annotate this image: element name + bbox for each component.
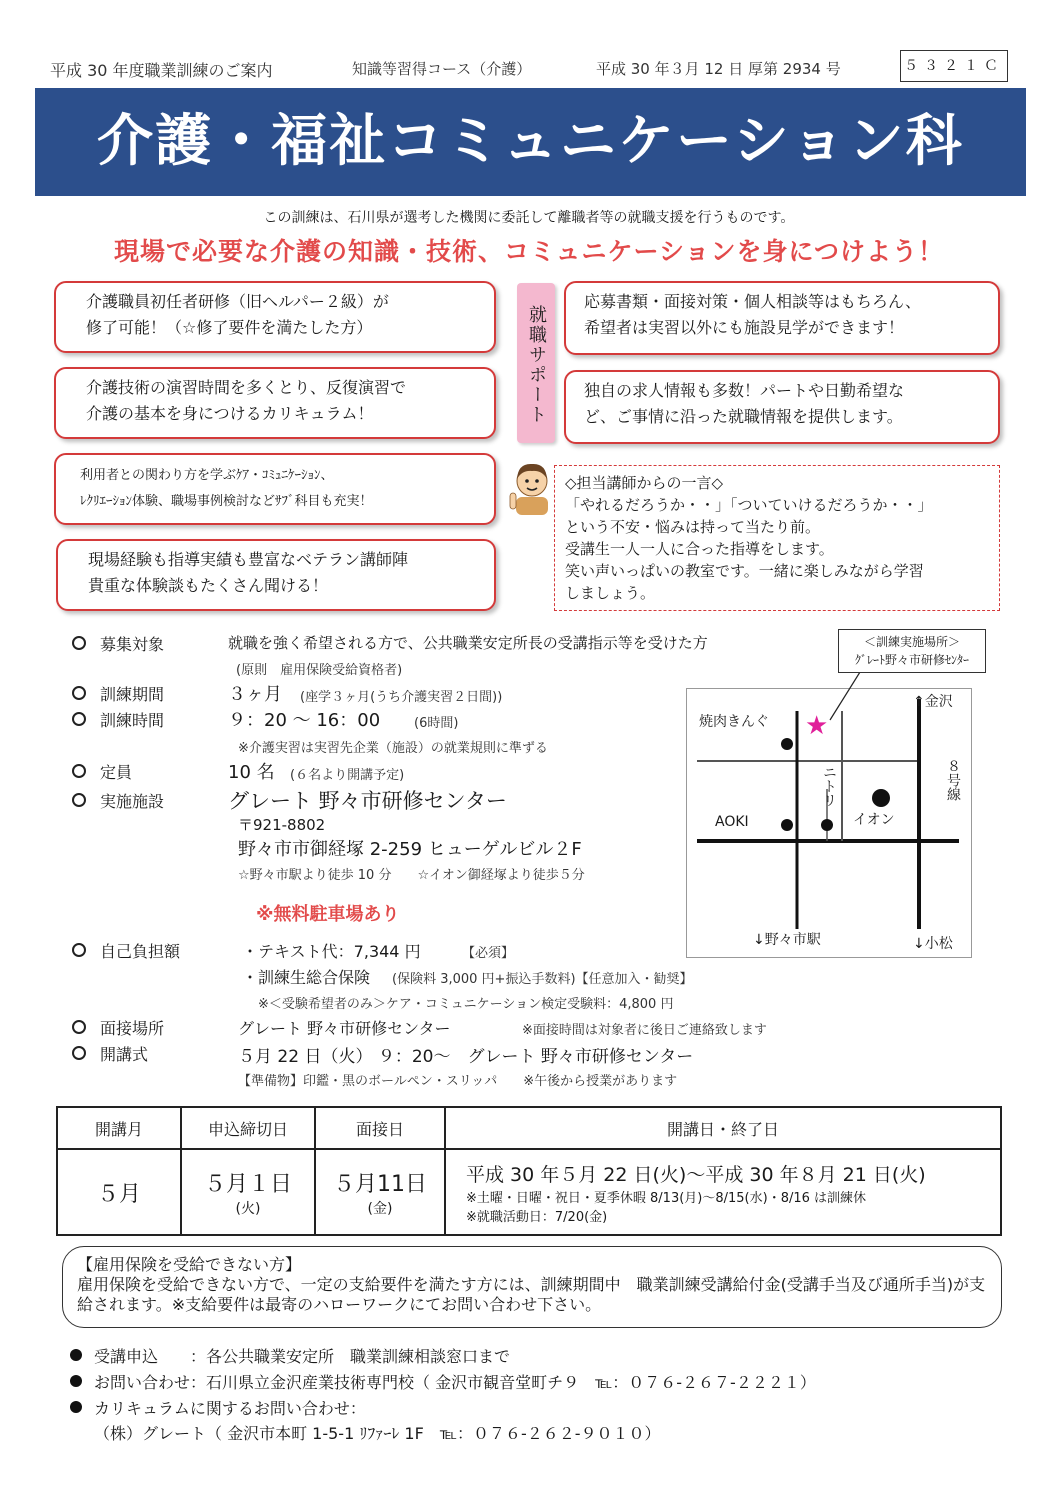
cost-text-note: 【必須】: [462, 946, 515, 961]
map-marker-aeon: [872, 789, 890, 807]
cost-insurance-note: (保険料 3,000 円+振込手数料)【任意加入・勧奨】: [392, 972, 693, 987]
point-box-2: [54, 367, 496, 439]
point-4-line2: 貴重な体験談もたくさん聞ける！: [88, 576, 329, 595]
support-1-line2: 希望者は実習以外にも施設見学ができます！: [584, 318, 905, 337]
instructor-line: しましょう。: [565, 584, 656, 602]
job-support-label: 就職サポート: [526, 305, 547, 425]
schedule-interview-cell: [315, 1149, 445, 1235]
target-value: 就職を強く希望される方で、公共職業安定所長の受講指示等を受けた方: [228, 634, 708, 652]
point-2-line2: 介護の基本を身につけるカリキュラム！: [86, 404, 374, 423]
instructor-line: という不安・悩みは持って当たり前。: [565, 518, 821, 536]
schedule-job-day: ※就職活動日：7/20(金): [466, 1209, 608, 1225]
location-callout-title: ＜訓練実施場所＞: [863, 635, 960, 649]
map-label-route8: ８号線: [945, 759, 961, 801]
hours-note: (6時間): [414, 716, 459, 731]
ceremony-value: ５月 22 日（火） ９：20～ グレート 野々市研修センター: [238, 1047, 694, 1067]
point-3-line2: ﾚｸﾘｴｰｼｮﾝ体験、職場事例検討などｻﾌﾞ科目も充実！: [80, 494, 373, 509]
instructor-avatar-icon: [508, 457, 556, 515]
map-label-station: ↓野々市駅: [753, 932, 821, 948]
table-header: 開講日・終了日: [445, 1107, 1001, 1149]
star-location-icon: ★: [805, 711, 829, 741]
circle-bullet-icon: [72, 764, 86, 778]
point-1-line1: 介護職員初任者研修（旧ヘルパー２級）が: [86, 292, 389, 311]
circle-bullet-icon: [72, 712, 86, 726]
cost-insurance: ・訓練生総合保険: [242, 968, 371, 987]
table-header: 開講月: [57, 1107, 181, 1149]
bullet-dot-icon: [70, 1401, 82, 1413]
header-course: 知識等習得コース（介護）: [352, 60, 532, 78]
facility-zip: 〒921-8802: [238, 816, 326, 834]
instructor-line: 笑い声いっぱいの教室です。一緒に楽しみながら学習: [565, 562, 924, 580]
facility-value: グレート 野々市研修センター: [228, 789, 507, 813]
circle-bullet-icon: [72, 686, 86, 700]
support-2-line1: 独自の求人情報も多数！パートや日勤希望な: [584, 381, 905, 400]
period-label: 訓練期間: [100, 685, 165, 704]
location-callout-name: ｸﾞﾚｰﾄ野々市研修ｾﾝﾀｰ: [854, 653, 969, 667]
table-header: 申込締切日: [181, 1107, 315, 1149]
instructor-message: [554, 465, 1000, 611]
map-label-nitori: ニトリ: [821, 765, 837, 807]
instructor-line: 「やれるだろうか・・」「ついていけるだろうか・・」: [565, 496, 933, 514]
point-4-line1: 現場経験も指導実績も豊富なベテラン講師陣: [88, 550, 409, 569]
schedule-term: 平成 30 年５月 22 日(火)～平成 30 年８月 21 日(火): [466, 1163, 926, 1186]
hours-value: ９：20 ～ 16：00: [228, 710, 381, 731]
map-marker-yakiniku: [781, 738, 793, 750]
facility-address: 野々市市御経塚 2-259 ヒューゲルビル２F: [238, 839, 582, 860]
table-row: [57, 1149, 1001, 1235]
instructor-heading: ◇担当講師からの一言◇: [565, 474, 724, 492]
point-box-4: [56, 539, 496, 611]
location-callout: [838, 629, 986, 673]
schedule-holidays: ※土曜・日曜・祝日・夏季休暇 8/13(月)～8/15(水)・8/16 は訓練休: [466, 1190, 867, 1206]
map-label-komatsu: ↓小松: [913, 936, 953, 952]
schedule-deadline: ５月１日: [203, 1171, 292, 1197]
notice-body: 雇用保険を受給できない方で、一定の支給要件を満たす方には、訓練期間中 職業訓練受講給付金(受講手当及び通所手当)が支給されます。※支給要件は最寄のハローワークにてお問い合わせ下さい。: [77, 1275, 986, 1314]
table-header: 面接日: [315, 1107, 445, 1149]
map-label-yakiniku: 焼肉きんぐ: [699, 714, 769, 730]
point-box-3: [54, 453, 496, 525]
map-label-aoki: AOKI: [715, 814, 749, 830]
interview-label: 面接場所: [100, 1019, 165, 1038]
schedule-table: [56, 1106, 1002, 1236]
hours-note-practicum: ※介護実習は実習先企業（施設）の就業規則に準ずる: [238, 741, 548, 756]
target-label: 募集対象: [100, 635, 165, 654]
capacity-label: 定員: [100, 763, 133, 782]
map-marker-nitori: [821, 819, 833, 831]
great-contact-info: （株）グレート（ 金沢市本町 1-5-1 ﾘﾌｧｰﾚ 1F ℡：０７６-２６２-９０１０）: [94, 1424, 661, 1443]
map-marker-aoki: [781, 819, 793, 831]
support-box-2: [564, 370, 1000, 444]
circle-bullet-icon: [72, 1046, 86, 1060]
capacity-value: 10 名: [228, 762, 275, 783]
hours-label: 訓練時間: [100, 711, 165, 730]
interview-note: ※面接時間は対象者に後日ご連絡致します: [522, 1023, 767, 1038]
interview-value: グレート 野々市研修センター: [238, 1019, 451, 1038]
catchphrase: 現場で必要な介護の知識・技術、コミュニケーションを身につけよう！: [113, 237, 944, 266]
schedule-term-cell: [445, 1149, 1001, 1235]
capacity-note: (６名より開講予定): [290, 768, 405, 783]
ceremony-note: 【準備物】印鑑・黒のボールペン・スリッパ ※午後から授業があります: [238, 1074, 678, 1089]
access-map: [686, 688, 972, 958]
page-title: 介護・福祉コミュニケーション科: [97, 109, 964, 174]
facility-access: ☆野々市駅より徒歩 10 分 ☆イオン御経塚より徒歩５分: [238, 868, 585, 883]
ceremony-label: 開講式: [100, 1045, 149, 1064]
instructor-line: 受講生一人一人に合った指導をします。: [565, 540, 834, 558]
support-box-1: [564, 281, 1000, 355]
cost-text: ・テキスト代：7,344 円: [242, 942, 421, 961]
circle-bullet-icon: [72, 636, 86, 650]
cost-exam-fee: ※＜受験希望者のみ＞ケア・コミュニケーション検定受験料：4,800 円: [258, 997, 674, 1012]
curriculum-contact-label: カリキュラムに関するお問い合わせ：: [94, 1399, 366, 1418]
point-2-line1: 介護技術の演習時間を多くとり、反復演習で: [86, 378, 407, 397]
support-2-line2: ど、ご事情に沿った就職情報を提供します。: [584, 407, 903, 426]
intro-text: この訓練は、石川県が選考した機関に委託して離職者等の就職支援を行うものです。: [263, 210, 795, 226]
map-label-aeon: イオン: [853, 812, 895, 828]
period-value: ３ヶ月: [228, 684, 282, 705]
notice-title: 【雇用保険を受給できない方】: [77, 1255, 302, 1274]
target-note: (原則 雇用保険受給資格者): [236, 663, 403, 678]
schedule-month: ５月: [57, 1149, 181, 1235]
circle-bullet-icon: [72, 943, 86, 957]
bullet-dot-icon: [70, 1349, 82, 1361]
circle-bullet-icon: [72, 793, 86, 807]
map-pointer-line: [820, 672, 880, 722]
support-1-line1: 応募書類・面接対策・個人相談等はもちろん、: [584, 292, 921, 311]
parking-note: ※無料駐車場あり: [256, 904, 400, 925]
bullet-dot-icon: [70, 1375, 82, 1387]
table-header-row: [57, 1107, 1001, 1149]
point-1-line2: 修了可能！（☆修了要件を満たした方）: [86, 318, 373, 337]
facility-label: 実施施設: [100, 792, 165, 811]
course-code: ５３２１Ｃ: [900, 50, 1008, 82]
circle-bullet-icon: [72, 1020, 86, 1034]
schedule-deadline-day: (火): [235, 1200, 261, 1217]
schedule-interview-day: (金): [367, 1200, 393, 1217]
point-3-line1: 利用者との関わり方を学ぶｹｱ・ｺﾐｭﾆｹｰｼｮﾝ、: [80, 468, 334, 483]
contact-info: お問い合わせ：石川県立金沢産業技術専門校（ 金沢市観音堂町チ９ ℡：０７６-２６７-２２２１）: [94, 1373, 816, 1392]
cost-label: 自己負担額: [100, 942, 181, 961]
header-date-number: 平成 30 年３月 12 日 厚第 2934 号: [596, 60, 841, 78]
map-label-kanazawa: ↑金沢: [913, 694, 953, 710]
point-box-1: [54, 281, 496, 353]
schedule-interview: ５月11日: [333, 1171, 427, 1197]
header-title: 平成 30 年度職業訓練のご案内: [50, 61, 273, 80]
application-info: 受講申込 ：各公共職業安定所 職業訓練相談窓口まで: [94, 1347, 511, 1366]
unemployment-insurance-notice: [62, 1246, 1002, 1328]
period-note: (座学３ヶ月(うち介護実習２日間)): [300, 690, 503, 705]
schedule-deadline-cell: [181, 1149, 315, 1235]
